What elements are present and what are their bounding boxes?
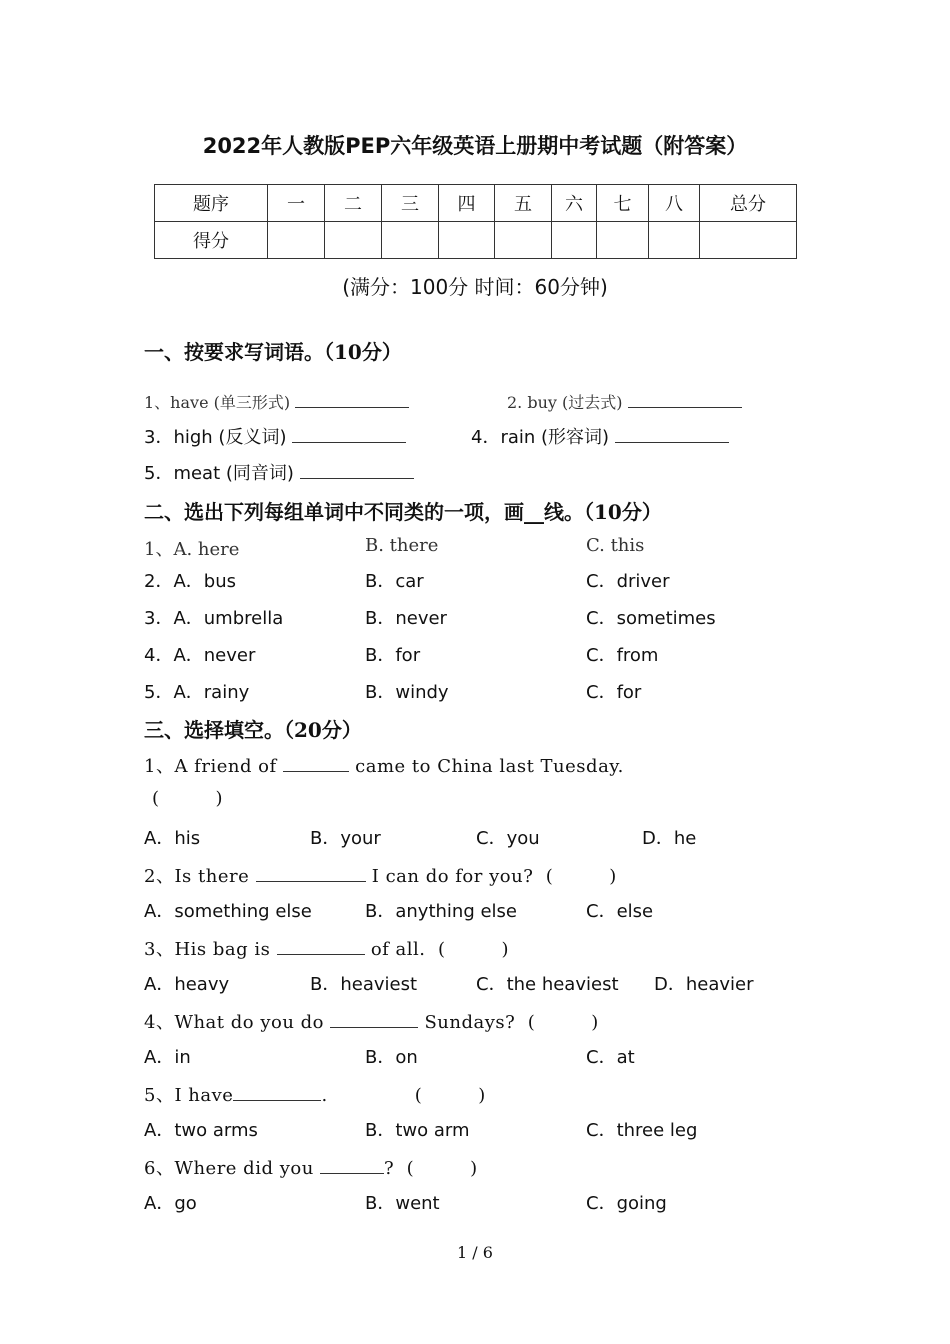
question-text: 5、I have <box>144 1085 234 1106</box>
option[interactable]: B．your <box>310 828 381 849</box>
option[interactable]: B．heaviest <box>310 974 418 995</box>
question-line <box>144 752 624 778</box>
header-cell: 总分 <box>700 185 797 222</box>
question-line <box>507 390 742 413</box>
question-text: 4、What do you do <box>144 1012 324 1033</box>
question-text: 2、Is there <box>144 866 250 887</box>
option[interactable]: A．in <box>144 1047 191 1068</box>
question-text: 5．meat (同音词) <box>144 463 294 484</box>
header-cell: 二 <box>325 185 382 222</box>
section-title: 三、选择填空。 <box>144 718 284 742</box>
option[interactable]: C．for <box>586 682 642 703</box>
option[interactable]: A．something else <box>144 901 312 922</box>
option[interactable]: B．car <box>365 571 424 592</box>
question-text: . ( ) <box>321 1085 486 1106</box>
answer-blank[interactable] <box>628 407 742 408</box>
header-cell: 四 <box>439 185 495 222</box>
score-table-score-row <box>155 222 797 259</box>
option[interactable]: B．windy <box>365 682 449 703</box>
answer-blank[interactable] <box>233 1100 321 1101</box>
question-text: 3．high (反义词) <box>144 427 287 448</box>
question-text: 4．rain (形容词) <box>471 427 610 448</box>
section-2-heading <box>144 496 662 525</box>
question-text: 2. buy (过去式) <box>507 393 623 412</box>
question-line <box>144 1081 486 1107</box>
score-cell[interactable] <box>382 222 439 259</box>
answer-blank[interactable] <box>615 442 729 443</box>
page-number: 1 / 6 <box>457 1243 493 1262</box>
section-3-heading <box>144 714 362 743</box>
header-cell: 五 <box>495 185 552 222</box>
header-cell: 六 <box>552 185 597 222</box>
option[interactable]: A．his <box>144 828 201 849</box>
score-cell[interactable] <box>268 222 325 259</box>
header-cell: 八 <box>649 185 700 222</box>
answer-blank[interactable] <box>320 1173 384 1174</box>
header-cell: 一 <box>268 185 325 222</box>
question-line <box>144 862 617 888</box>
option[interactable]: 4．A．never <box>144 645 256 666</box>
answer-paren[interactable]: ( ) <box>152 788 224 809</box>
answer-blank[interactable] <box>256 881 366 882</box>
option[interactable]: C．the heaviest <box>476 974 619 995</box>
section-1-heading <box>144 336 402 365</box>
section-score: （20分） <box>284 718 362 742</box>
option[interactable]: A．heavy <box>144 974 230 995</box>
option[interactable]: C．three leg <box>586 1120 698 1141</box>
score-cell[interactable] <box>700 222 797 259</box>
question-line <box>471 423 729 449</box>
option[interactable]: C. this <box>586 535 645 556</box>
question-text: ? ( ) <box>384 1158 478 1179</box>
section-title: 一、按要求写词语。 <box>144 340 324 364</box>
section-score: （10分） <box>324 340 402 364</box>
option[interactable]: B．two arm <box>365 1120 470 1141</box>
score-cell[interactable] <box>597 222 649 259</box>
option[interactable]: C．driver <box>586 571 670 592</box>
question-line <box>144 423 406 449</box>
question-text: I can do for you? ( ) <box>371 866 617 887</box>
option[interactable]: C．from <box>586 645 659 666</box>
option[interactable]: B．went <box>365 1193 440 1214</box>
question-line <box>144 459 414 485</box>
option[interactable]: 2．A．bus <box>144 571 236 592</box>
option[interactable]: C．going <box>586 1193 667 1214</box>
question-text: 6、Where did you <box>144 1158 314 1179</box>
question-text: came to China last Tuesday. <box>355 756 624 777</box>
answer-blank[interactable] <box>292 442 406 443</box>
question-text: 1、A friend of <box>144 756 277 777</box>
exam-title: 2022年人教版PEP六年级英语上册期中考试题（附答案） <box>202 134 748 158</box>
question-text: Sundays? ( ) <box>424 1012 599 1033</box>
option[interactable]: B．anything else <box>365 901 517 922</box>
option[interactable]: C．sometimes <box>586 608 716 629</box>
question-line <box>144 935 509 961</box>
score-cell[interactable] <box>649 222 700 259</box>
answer-blank[interactable] <box>300 478 414 479</box>
score-cell[interactable] <box>495 222 552 259</box>
option[interactable]: 1、A. here <box>144 539 240 560</box>
question-line <box>144 390 409 413</box>
exam-meta: (满分：100分 时间：60分钟) <box>342 275 608 299</box>
row-label: 得分 <box>155 222 268 259</box>
option[interactable]: C．else <box>586 901 654 922</box>
option[interactable]: B．on <box>365 1047 418 1068</box>
answer-blank[interactable] <box>277 954 365 955</box>
score-table <box>154 184 797 259</box>
score-table-header-row <box>155 185 797 222</box>
option[interactable]: B．for <box>365 645 421 666</box>
question-text: of all. ( ) <box>370 939 509 960</box>
section-title: 二、选出下列每组单词中不同类的一项，画__线。 <box>144 500 584 524</box>
option[interactable]: 5．A．rainy <box>144 682 250 703</box>
section-score: （10分） <box>584 500 662 524</box>
answer-blank[interactable] <box>330 1027 418 1028</box>
question-line <box>144 1008 599 1034</box>
option[interactable]: C．you <box>476 828 540 849</box>
answer-blank[interactable] <box>283 771 349 772</box>
option[interactable]: A．go <box>144 1193 197 1214</box>
option[interactable]: C．at <box>586 1047 635 1068</box>
option[interactable]: D．heavier <box>654 974 754 995</box>
option[interactable]: D．he <box>642 828 697 849</box>
question-text: 1、have (单三形式) <box>144 393 291 412</box>
header-cell: 题序 <box>155 185 268 222</box>
answer-blank[interactable] <box>295 407 409 408</box>
question-text: 3、His bag is <box>144 939 271 960</box>
header-cell: 七 <box>597 185 649 222</box>
option[interactable]: 3．A．umbrella <box>144 608 284 629</box>
option[interactable]: A．two arms <box>144 1120 258 1141</box>
score-cell[interactable] <box>325 222 382 259</box>
score-cell[interactable] <box>439 222 495 259</box>
header-cell: 三 <box>382 185 439 222</box>
option[interactable]: B．never <box>365 608 447 629</box>
score-cell[interactable] <box>552 222 597 259</box>
question-line <box>144 1154 478 1180</box>
option[interactable]: B. there <box>365 535 439 556</box>
